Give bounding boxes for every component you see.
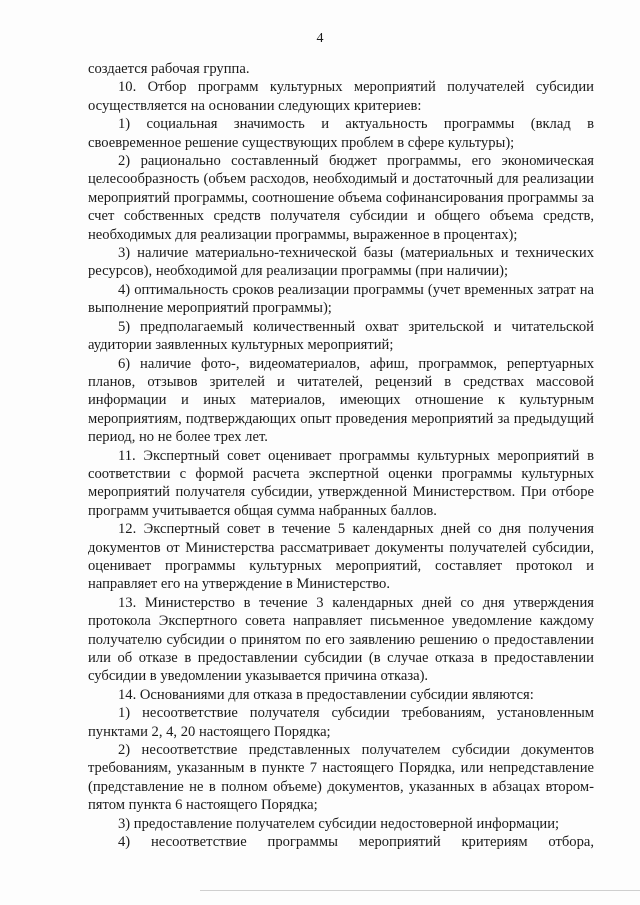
document-body <box>88 60 594 851</box>
refusal-ground-4: 4) несоответствие программы мероприятий критериям отбора, <box>118 834 594 851</box>
paragraph-continuation: создается рабочая группа. <box>88 61 250 77</box>
criterion-4: 4) оптимальность сроков реализации программы (учет временных затрат на выполнение мероприятий программы); <box>88 281 594 317</box>
criterion-2: 2) рационально составленный бюджет программы, его экономическая целесообразность (объем расходов, необходимый и достаточный для реализации мероприятий программы, соотношение объема софинансирования программы за счет собственных средств получателя субсидии и общего объема средств, необходимых для реализации программы, выраженное в процентах); <box>88 153 594 243</box>
scan-edge-line <box>200 890 640 891</box>
paragraph-13: 13. Министерство в течение 3 календарных дней со дня утверждения протокола Экспертного совета направляет письменное уведомление каждому получателю субсидии о принятом по его заявлению решению о предоставлении или об отказе в предоставлении субсидии (в случае отказа в предоставлении субсидии в уведомлении указывается причина отказа). <box>88 594 594 685</box>
refusal-ground-3: 3) предоставление получателем субсидии недостоверной информации; <box>118 815 560 832</box>
paragraph-14: 14. Основаниями для отказа в предоставлении субсидии являются: <box>118 686 534 703</box>
refusal-ground-2: 2) несоответствие представленных получателем субсидии документов требованиям, указанным в пункте 7 настоящего Порядка, или непредставление (представление не в полном объеме) документов, указанных в абзацах втором-пятом пункта 6 настоящего Порядка; <box>88 742 594 814</box>
refusal-ground-1: 1) несоответствие получателя субсидии требованиям, установленным пунктами 2, 4, 20 настоящего Порядка; <box>88 705 594 740</box>
paragraph-10: 10. Отбор программ культурных мероприятий получателей субсидии осуществляется на основании следующих критериев: <box>88 79 594 114</box>
criterion-1: 1) социальная значимость и актуальность программы (вклад в своевременное решение существующих проблем в сфере культуры); <box>88 116 594 151</box>
paragraph-12: 12. Экспертный совет в течение 5 календарных дней со дня получения документов от Министерства рассматривает документы получателей субсидии, оценивает программы культурных мероприятий, составляет протокол и направляет его на утверждение в Министерство. <box>88 521 594 593</box>
criterion-5: 5) предполагаемый количественный охват зрительской и читательской аудитории заявленных культурных мероприятий; <box>88 318 594 354</box>
criterion-3: 3) наличие материально-технической базы (материальных и технических ресурсов), необходимой для реализации программы (при наличии); <box>88 245 594 280</box>
page-number: 4 <box>316 31 324 46</box>
paragraph-11: 11. Экспертный совет оценивает программы культурных мероприятий в соответствии с формой расчета экспертной оценки программы культурных мероприятий получателя субсидии, утвержденной Министерством. При отборе программ учитывается общая сумма набранных баллов. <box>88 447 594 519</box>
criterion-6: 6) наличие фото-, видеоматериалов, афиш, программок, репертуарных планов, отзывов зрителей и читателей, рецензий в средствах массовой информации и иных материалов, имеющих отношение к культурным мероприятиям, подтверждающих опыт проведения мероприятий за предыдущий период, но не более трех лет. <box>88 355 594 446</box>
